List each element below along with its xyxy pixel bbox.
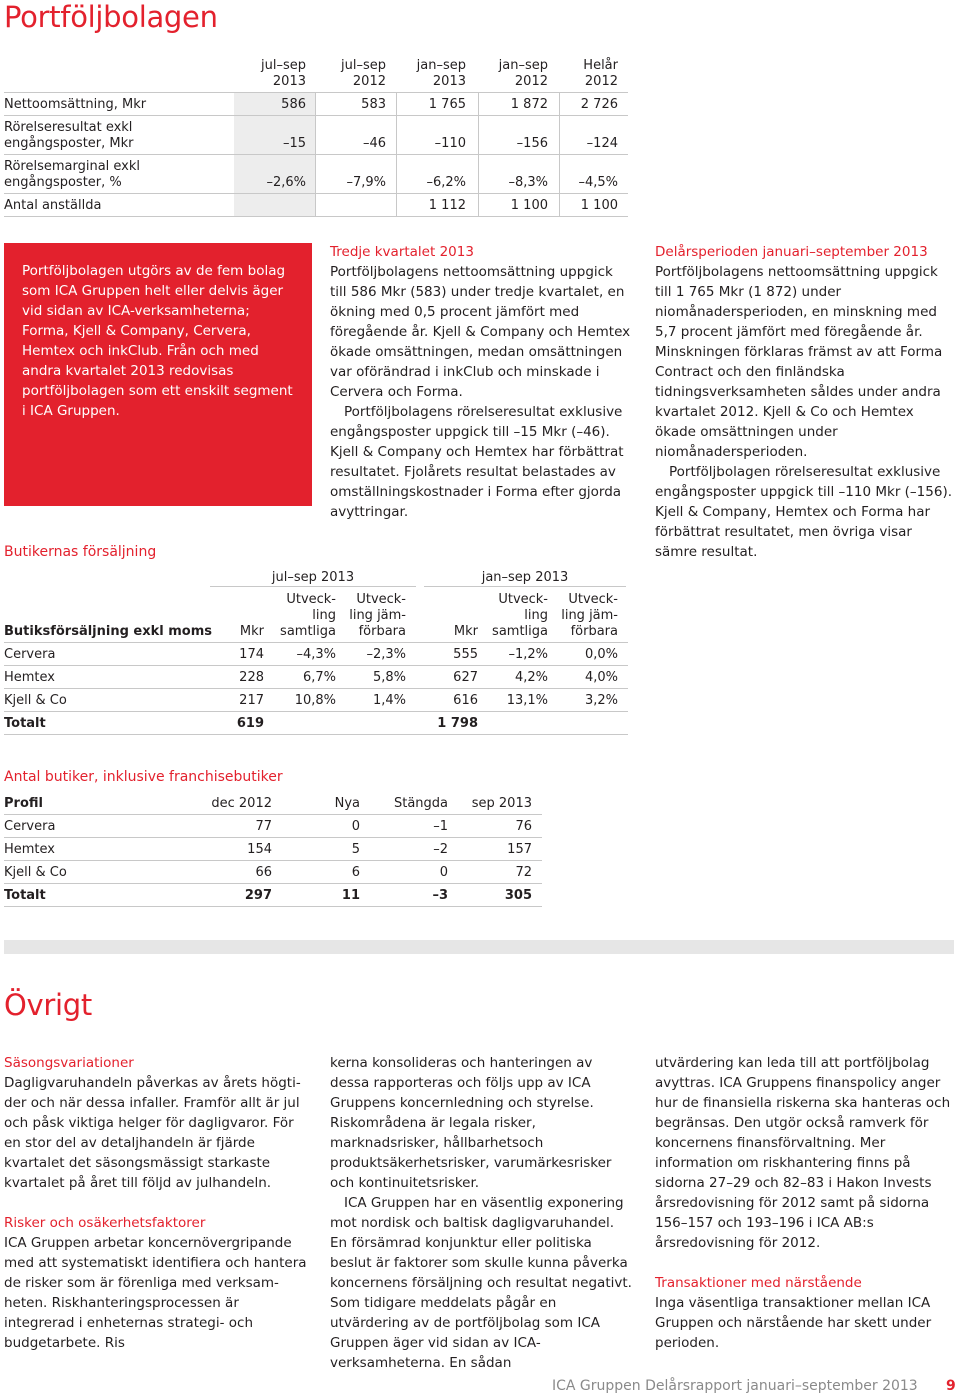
- table-row: Cervera 77 0 –1 76: [4, 815, 542, 838]
- other-title: Övrigt: [4, 988, 92, 1022]
- exposure-text: ICA Gruppen har en väsentlig exponering mot nordisk och baltisk dagligvaruhandel. En försämrad konjunktur eller politiska beslut är faktorer som skulle kunna påverka koncernens försäljning och resultat negativt. Som tidigare meddelats pågår en utvärdering av de portföljbolag som ICA Gruppen äger vid sidan av ICA-verksamheterna. En sådan: [330, 1195, 632, 1371]
- q3-paragraph-1: Portföljbolagens nettoomsättning uppgick till 586 Mkr (583) under tredje kvartalet, en ökning med 0,5 procent jämfört med föregående år. Kjell & Company och Hemtex ökade omsättningen, medan omsättningen var oförändrad i inkClub och minskade i Cervera och Forma.: [330, 264, 631, 400]
- period-section: [655, 242, 955, 562]
- key-figures-table: [4, 58, 628, 217]
- table-row-total: Totalt 619 1 798: [4, 712, 628, 735]
- transactions-heading: Transaktioner med närstående: [655, 1275, 862, 1291]
- col-header: jul–sep 2013: [261, 58, 306, 89]
- table-row: Antal anställda 1 112 1 100 1 100: [4, 194, 628, 217]
- intro-box: [4, 243, 312, 506]
- risk-heading: Risker och osäkerhetsfaktorer: [4, 1215, 206, 1231]
- table-row: Nettoomsättning, Mkr 586 583 1 765 1 872 2 726: [4, 93, 628, 116]
- table-row: Rörelsemarginal exkl engångsposter, % –2,6% –7,9% –6,2% –8,3% –4,5%: [4, 155, 628, 194]
- table-row: Hemtex 228 6,7% 5,8% 627 4,2% 4,0%: [4, 666, 628, 689]
- col-header: jan–sep 2013: [416, 58, 466, 89]
- risk-text-continued: kerna konsolideras och hanteringen av dessa rapporteras och följs upp av ICA Gruppens koncernledning och styrelse. Riskområdena är legala risker, marknadsrisker, hållbarhetsoch produktsäkerhetsrisker, varumärkesrisker och kontinuitetsrisker.: [330, 1055, 612, 1191]
- period-paragraph-1: Portföljbolagens nettoomsättning uppgick till 1 765 Mkr (1 872) under niomånadersperioden, en minskning med 5,7 procent jämfört med föregående år. Minskningen förklaras främst av att Forma Contract och den finländska tidningsverksamheten såldes under andra kvartalet 2012. Kjell & Co och Hemtex ökade omsättningen under niomånadersperioden.: [655, 264, 943, 460]
- store-sales-title: Butikernas försäljning: [4, 544, 157, 560]
- table-row: Rörelseresultat exkl engångsposter, Mkr –15 –46 –110 –156 –124: [4, 116, 628, 155]
- table-row: Cervera 174 –4,3% –2,3% 555 –1,2% 0,0%: [4, 643, 628, 666]
- other-column-1: [4, 1053, 308, 1353]
- store-sales-header: Butiksförsäljning exkl moms Mkr Utveck- ling samtliga Utveck- ling jäm- förbara Mkr Utveck- ling samtliga Utveck- ling jäm- förbara: [4, 592, 628, 643]
- risk-text: ICA Gruppen arbetar koncernövergripande med att systematiskt identifiera och hantera de risker som är förenliga med verksamheten. Riskhanteringsprocessen är integrerad i enheternas strategi- och budgetarbete. Ris: [4, 1235, 307, 1351]
- table-header: Profil dec 2012 Nya Stängda sep 2013: [4, 792, 542, 815]
- footer-text: ICA Gruppen Delårsrapport januari–september 2013: [552, 1378, 918, 1394]
- table-row-total: Totalt 297 11 –3 305: [4, 884, 542, 907]
- store-count-title: Antal butiker, inklusive franchisebutiker: [4, 769, 283, 785]
- table-row: Kjell & Co 66 6 0 72: [4, 861, 542, 884]
- store-sales-table: [4, 570, 628, 732]
- period-heading: Delårsperioden januari–september 2013: [655, 244, 928, 260]
- seasonal-text: Dagligvaruhandeln påverkas av årets högtider och när dessa infaller. Framför allt är jul och påsk viktiga helger för dagligvaror. För en stor del av detaljhandeln är fjärde kvartalet det säsongsmässigt starkaste kvartalet på året till följd av julhandeln.: [4, 1075, 301, 1191]
- page-title: Portföljbolagen: [4, 0, 218, 34]
- key-figures-header: [4, 58, 628, 92]
- group-header: jan–sep 2013: [424, 570, 626, 587]
- section-divider: [4, 940, 954, 954]
- q3-heading: Tredje kvartalet 2013: [330, 244, 474, 260]
- other-column-3: [655, 1053, 955, 1353]
- transactions-text: Inga väsentliga transaktioner mellan ICA Gruppen och närstående har skett under perioden.: [655, 1295, 932, 1351]
- group-header: jul–sep 2013: [210, 570, 416, 587]
- table-row: Kjell & Co 217 10,8% 1,4% 616 13,1% 3,2%: [4, 689, 628, 712]
- intro-text: Portföljbolagen utgörs av de fem bolag som ICA Gruppen helt eller delvis äger vid sidan av ICA-verksamheterna; Forma, Kjell & Company, Cervera, Hemtex och inkClub. Från och med andra kvartalet 2013 redovisas portföljbolagen som ett enskilt segment i ICA Gruppen.: [22, 263, 293, 419]
- table-row: Hemtex 154 5 –2 157: [4, 838, 542, 861]
- page-number: 9: [946, 1378, 956, 1394]
- period-paragraph-2: Portföljbolagen rörelseresultat exklusive engångsposter uppgick till –110 Mkr (–156). Kjell & Company, Hemtex och Forma har förbättrat resultatet, men övriga visar sämre resultat.: [655, 464, 953, 560]
- col-header: jul–sep 2012: [341, 58, 386, 89]
- store-count-table: [4, 792, 542, 907]
- seasonal-heading: Säsongsvariationer: [4, 1055, 134, 1071]
- other-column-2: [330, 1053, 632, 1373]
- evaluation-text: utvärdering kan leda till att portföljbolag avyttras. ICA Gruppens finanspolicy anger hur de finansiella riskerna ska hanteras och begränsas. Den utgör också ramverk för koncernens finansförvaltning. Mer information om riskhantering finns på sidorna 27–29 och 82–83 i Hakon Invests årsredovisning för 2012 samt på sidorna 156–157 och 193–196 i ICA AB:s årsredovisning för 2012.: [655, 1055, 951, 1251]
- col-header: Helår 2012: [583, 58, 618, 89]
- q3-section: [330, 242, 632, 522]
- col-header: jan–sep 2012: [498, 58, 548, 89]
- q3-paragraph-2: Portföljbolagens rörelseresultat exklusive engångsposter uppgick till –15 Mkr (–46). Kjell & Company och Hemtex har förbättrat resultatet. Fjolårets resultat belastades av omställningskostnader i Forma efter gjorda avyttringar.: [330, 404, 624, 520]
